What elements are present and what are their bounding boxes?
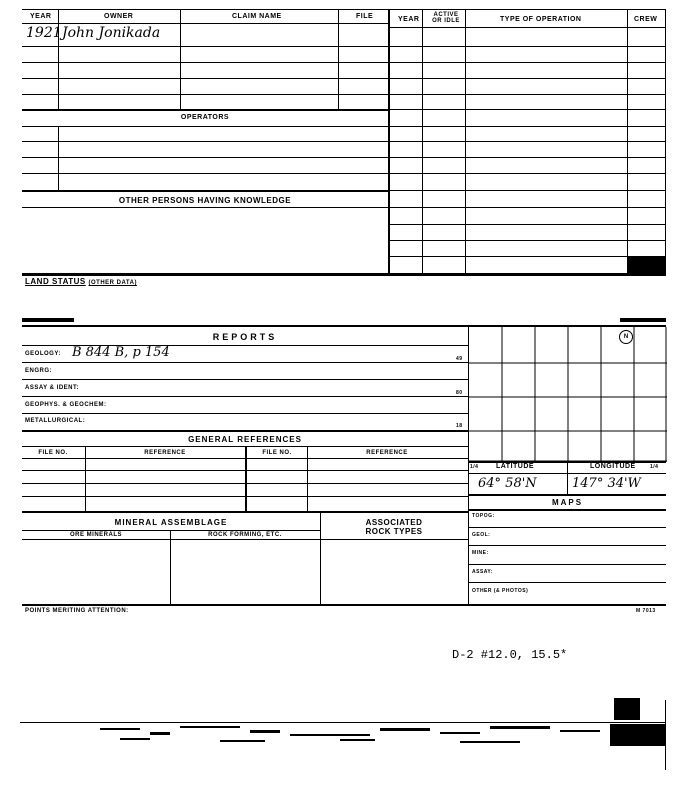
assay-ident-label: ASSAY & IDENT:: [25, 385, 80, 391]
owner-header: OWNER: [104, 13, 134, 20]
rock-types-label: ROCK TYPES: [365, 527, 423, 536]
geol-label: GEOL:: [472, 532, 491, 538]
general-references-heading: GENERAL REFERENCES: [188, 435, 302, 444]
margin-number-3: 18: [456, 423, 463, 429]
lat-quarter-mark: 1/4: [470, 464, 479, 470]
mine-label: MINE:: [472, 550, 489, 556]
scan-noise-strip: [20, 720, 666, 750]
lon-quarter-mark: 1/4: [650, 464, 659, 470]
maps-heading: MAPS: [551, 498, 584, 507]
reference-header-1: REFERENCE: [144, 450, 186, 456]
owner-name-entry: John Jonikada: [62, 25, 161, 41]
crew-header: CREW: [634, 16, 658, 23]
file-header: FILE: [356, 13, 374, 20]
north-circle-icon: N: [619, 330, 633, 344]
latitude-value: 64° 58'N: [478, 476, 537, 491]
metallurgical-label: METALLURGICAL:: [25, 418, 86, 424]
assay-map-label: ASSAY:: [472, 569, 494, 575]
owner-year-header: YEAR: [30, 13, 52, 20]
engrg-label: ENGRG:: [25, 368, 52, 374]
topog-label: TOPOG:: [472, 513, 495, 519]
file-no-header-2: FILE NO.: [262, 450, 292, 456]
latitude-label: LATITUDE: [496, 463, 535, 470]
other-photos-label: OTHER (& PHOTOS): [472, 588, 529, 594]
land-status-sub: (OTHER DATA): [88, 280, 137, 286]
longitude-label: LONGITUDE: [590, 463, 636, 470]
rock-forming-header: ROCK FORMING, ETC.: [208, 532, 282, 538]
land-status-label: [25, 277, 137, 286]
margin-number-1: 49: [456, 356, 463, 362]
mineral-assemblage-heading: MINERAL ASSEMBLAGE: [114, 518, 228, 527]
land-status-title: LAND STATUS: [25, 277, 86, 286]
form-number: M 7013: [636, 608, 656, 614]
typed-location-code: D-2 #12.0, 15.5*: [452, 648, 568, 662]
other-persons-heading: OTHER PERSONS HAVING KNOWLEDGE: [118, 196, 292, 205]
reports-heading: REPORTS: [212, 332, 278, 342]
geophys-geochem-label: GEOPHYS. & GEOCHEM:: [25, 402, 107, 408]
active-idle-header: ACTIVE OR IDLE: [432, 12, 460, 24]
type-of-operation-header: TYPE OF OPERATION: [500, 16, 582, 23]
associated-label: ASSOCIATED: [365, 518, 423, 527]
reference-header-2: REFERENCE: [366, 450, 408, 456]
margin-number-2: 80: [456, 390, 463, 396]
section-grid: [469, 327, 667, 462]
claim-name-header: CLAIM NAME: [232, 13, 282, 20]
file-no-header-1: FILE NO.: [38, 450, 68, 456]
longitude-value: 147° 34'W: [572, 476, 641, 491]
activity-year-header: YEAR: [398, 16, 420, 23]
ore-minerals-header: ORE MINERALS: [69, 532, 122, 538]
points-meriting-attention-label: POINTS MERITING ATTENTION:: [25, 608, 129, 614]
geology-label: GEOLOGY:: [25, 351, 61, 357]
operators-heading: OPERATORS: [180, 114, 230, 121]
owner-year-entry: 1921: [26, 25, 62, 41]
geology-entry: B 844 B, p 154: [72, 345, 170, 360]
